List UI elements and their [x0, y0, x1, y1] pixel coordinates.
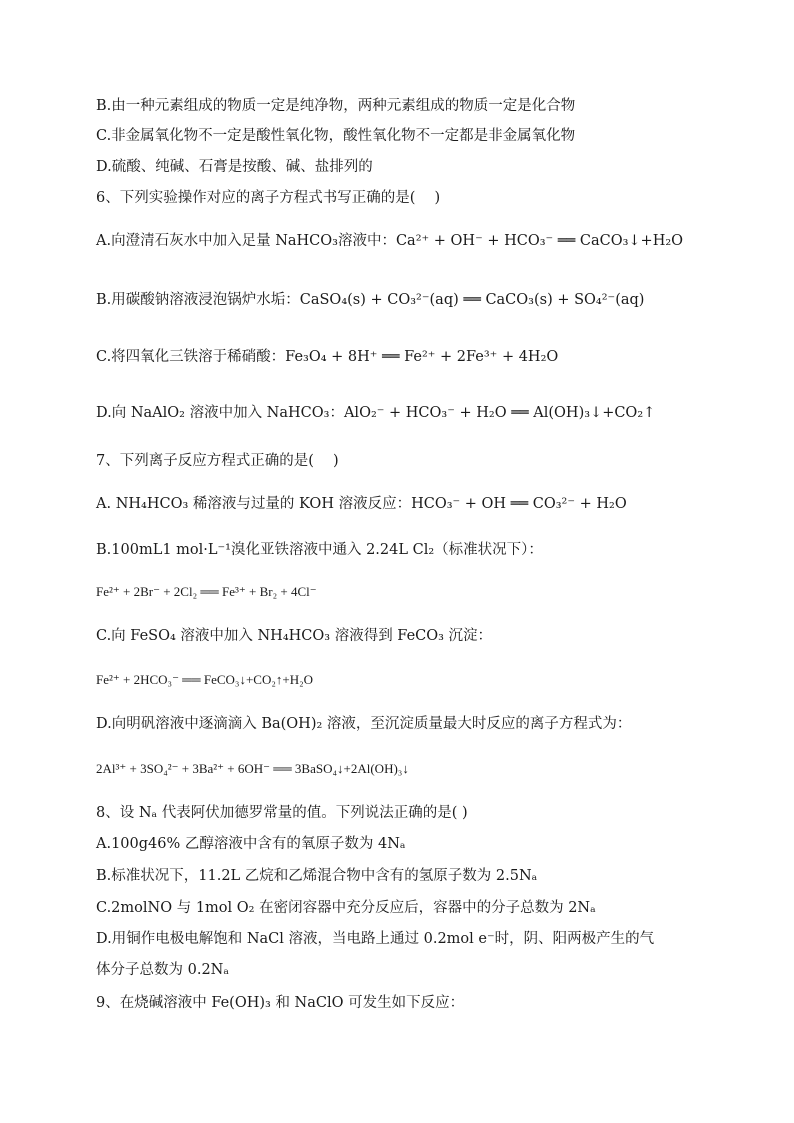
q7-stem: 7、下列离子反应方程式正确的是( )	[96, 453, 339, 469]
q7-option-b: B.100mL1 mol·L⁻¹溴化亚铁溶液中通入 2.24L Cl₂（标准状况下）：	[96, 542, 543, 558]
q8-option-d-line1: D.用铜作电极电解饱和 NaCl 溶液，当电路上通过 0.2mol e⁻时，阴、阳两极产生的气	[96, 931, 655, 947]
q8-option-d-line2: 体分子总数为 0.2Nₐ	[96, 962, 229, 978]
q8-stem: 8、设 Nₐ 代表阿伏加德罗常量的值。下列说法正确的是( )	[96, 805, 468, 821]
q7-option-b-equation: Fe²⁺ + 2Br⁻ + 2Cl₂ ══ Fe³⁺ + Br₂ + 4Cl⁻	[96, 584, 317, 599]
q7-option-a: A. NH₄HCO₃ 稀溶液与过量的 KOH 溶液反应：HCO₃⁻ + OH ══ CO₃²⁻ + H₂O	[96, 496, 627, 512]
q6-option-a: A.向澄清石灰水中加入足量 NaHCO₃溶液中：Ca²⁺ + OH⁻ + HCO₃⁻ ══ CaCO₃↓+H₂O	[96, 233, 684, 249]
q5-option-d: D.硫酸、纯碱、石膏是按酸、碱、盐排列的	[96, 159, 373, 175]
q8-option-b: B.标准状况下，11.2L 乙烷和乙烯混合物中含有的氢原子数为 2.5Nₐ	[96, 868, 538, 884]
q8-option-a: A.100g46% 乙醇溶液中含有的氧原子数为 4Nₐ	[96, 836, 406, 852]
q6-option-b: B.用碳酸钠溶液浸泡锅炉水垢：CaSO₄(s) + CO₃²⁻(aq) ══ CaCO₃(s) + SO₄²⁻(aq)	[96, 292, 645, 308]
q7-option-d: D.向明矾溶液中逐滴滴入 Ba(OH)₂ 溶液，至沉淀质量最大时反应的离子方程式为：	[96, 716, 632, 732]
q6-stem: 6、下列实验操作对应的离子方程式书写正确的是( )	[96, 190, 441, 206]
q5-option-b: B.由一种元素组成的物质一定是纯净物，两种元素组成的物质一定是化合物	[96, 98, 576, 114]
q6-option-d: D.向 NaAlO₂ 溶液中加入 NaHCO₃：AlO₂⁻ + HCO₃⁻ + H₂O ══ Al(OH)₃↓+CO₂↑	[96, 405, 656, 421]
q7-option-c: C.向 FeSO₄ 溶液中加入 NH₄HCO₃ 溶液得到 FeCO₃ 沉淀：	[96, 628, 493, 644]
q7-option-c-equation: Fe²⁺ + 2HCO₃⁻ ══ FeCO₃↓+CO₂↑+H₂O	[96, 672, 314, 687]
q8-option-c: C.2molNO 与 1mol O₂ 在密闭容器中充分反应后，容器中的分子总数为 2Nₐ	[96, 900, 596, 916]
q6-option-c: C.将四氧化三铁溶于稀硝酸：Fe₃O₄ + 8H⁺ ══ Fe²⁺ + 2Fe³⁺ + 4H₂O	[96, 349, 559, 365]
q9-stem: 9、在烧碱溶液中 Fe(OH)₃ 和 NaClO 可发生如下反应：	[96, 995, 465, 1011]
q5-option-c: C.非金属氧化物不一定是酸性氧化物，酸性氧化物不一定都是非金属氧化物	[96, 128, 576, 144]
q7-option-d-equation: 2Al³⁺ + 3SO₄²⁻ + 3Ba²⁺ + 6OH⁻ ══ 3BaSO₄↓+2Al(OH)₃↓	[96, 761, 409, 776]
